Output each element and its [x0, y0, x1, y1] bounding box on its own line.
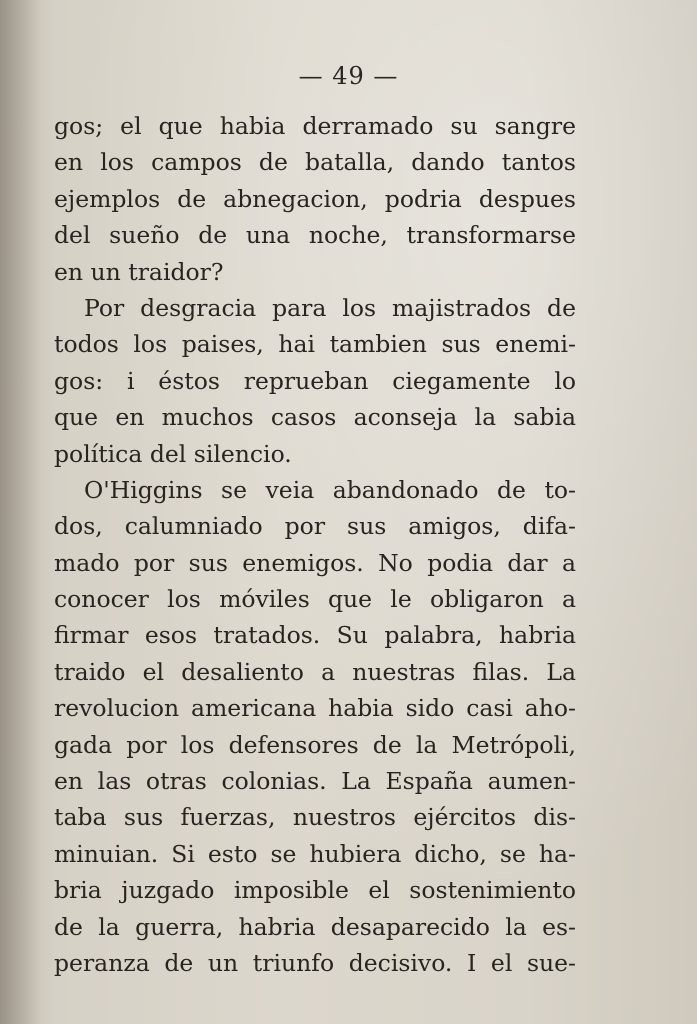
text-line: que en muchos casos aconseja la sabia — [54, 403, 576, 432]
text-line: taba sus fuerzas, nuestros ejércitos dis- — [54, 803, 576, 832]
text-line: revolucion americana habia sido casi aho- — [54, 694, 576, 723]
text-line: peranza de un triunfo decisivo. I el sue- — [54, 948, 576, 977]
page-gutter-shadow — [0, 0, 40, 1024]
text-line: gada por los defensores de la Metrópoli, — [54, 730, 576, 759]
text-line: O'Higgins se veia abandonado de to- — [84, 475, 576, 504]
text-line: traido el desaliento a nuestras filas. La — [54, 657, 576, 686]
text-line: todos los paises, hai tambien sus enemi- — [54, 330, 576, 359]
text-line: conocer los móviles que le obligaron a — [54, 585, 576, 614]
text-line: en un traidor? — [54, 257, 224, 286]
text-line: bria juzgado imposible el sostenimiento — [54, 876, 576, 905]
text-line: minuian. Si esto se hubiera dicho, se ha- — [54, 839, 576, 868]
text-line: firmar esos tratados. Su palabra, habria — [54, 621, 576, 650]
text-line: mado por sus enemigos. No podia dar a — [54, 548, 576, 577]
text-line: política del silencio. — [54, 439, 292, 468]
page-number: — 49 — — [298, 62, 399, 90]
text-line: gos: i éstos reprueban ciegamente lo — [54, 366, 576, 395]
text-line: Por desgracia para los majistrados de — [84, 293, 576, 322]
text-line: en los campos de batalla, dando tantos — [54, 148, 576, 177]
body-text — [54, 108, 576, 981]
text-line: del sueño de una noche, transformarse — [54, 221, 576, 250]
text-line: dos, calumniado por sus amigos, difa- — [54, 512, 576, 541]
text-line: de la guerra, habria desaparecido la es- — [54, 912, 576, 941]
text-line: en las otras colonias. La España aumen- — [54, 767, 576, 796]
text-line: ejemplos de abnegacion, podria despues — [54, 184, 576, 213]
text-line: gos; el que habia derramado su sangre — [54, 112, 576, 140]
